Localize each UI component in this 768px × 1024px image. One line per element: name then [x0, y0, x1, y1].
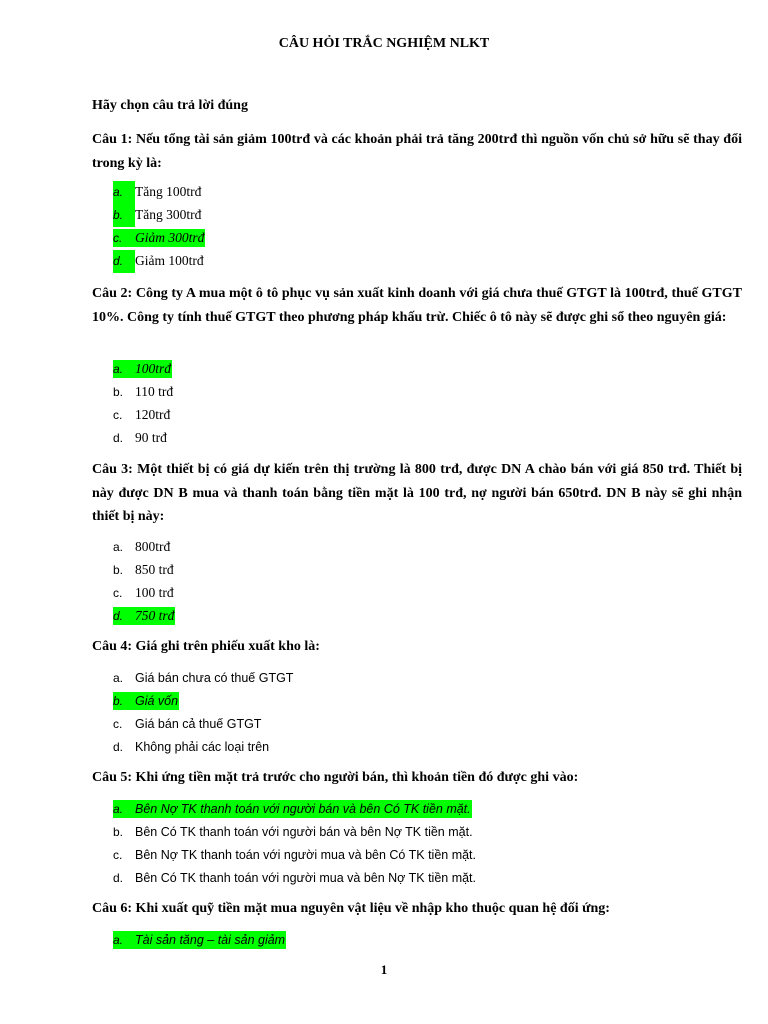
- question-4-options: [113, 666, 293, 758]
- option-text: Không phải các loại trên: [135, 740, 270, 754]
- option-letter: c.: [113, 408, 123, 422]
- highlighted-answer: [113, 800, 472, 818]
- highlighted-answer: [113, 692, 179, 710]
- option-text: Giá bán cả thuế GTGT: [135, 717, 262, 731]
- option-4b: [113, 689, 293, 712]
- option-text: 110 trđ: [135, 384, 174, 399]
- option-letter: b.: [113, 204, 135, 227]
- option-letter: c.: [113, 231, 123, 245]
- option-2a: [113, 357, 173, 380]
- question-5-options: [113, 797, 476, 889]
- question-3-text: Câu 3: Một thiết bị có giá dự kiến trên thị trường là 800 trđ, được DN A chào bán với giá 850 trđ. Thiết bị này được DN B mua và thanh toán bằng tiền mặt là 100 trđ, nợ người bán 650trđ. DN B này sẽ ghi nhận thiết bị này:: [92, 462, 742, 524]
- highlighted-answer: [113, 607, 175, 625]
- option-letter: a.: [113, 181, 135, 204]
- option-5d: [113, 866, 476, 889]
- option-letter: b.: [113, 385, 124, 399]
- question-2-options: [113, 357, 173, 449]
- option-2c: [113, 403, 173, 426]
- option-2b: [113, 380, 173, 403]
- highlighted-answer: [113, 931, 286, 949]
- option-5b: [113, 820, 476, 843]
- option-5c: [113, 843, 476, 866]
- option-text: Tăng 300trđ: [135, 207, 202, 222]
- option-text: Bên Nợ TK thanh toán với người bán và bên Có TK tiền mặt.: [135, 802, 471, 816]
- option-text: Giảm 100trđ: [135, 253, 204, 268]
- option-6a: [113, 928, 286, 951]
- option-3a: [113, 535, 175, 558]
- highlighted-answer: [113, 229, 205, 247]
- option-letter: b.: [113, 825, 124, 839]
- option-letter: d.: [113, 740, 124, 754]
- option-text: 850 trđ: [135, 562, 174, 577]
- option-text: Giá vốn: [135, 694, 179, 708]
- option-letter: c.: [113, 586, 123, 600]
- option-text: 100trđ: [135, 361, 172, 376]
- option-letter: c.: [113, 717, 123, 731]
- option-letter: b.: [113, 563, 124, 577]
- option-letter: a.: [113, 671, 124, 685]
- option-text: Bên Nợ TK thanh toán với người mua và bên Có TK tiền mặt.: [135, 848, 477, 862]
- question-1-options: [113, 180, 205, 272]
- option-letter: a.: [113, 540, 124, 554]
- question-3-options: [113, 535, 175, 627]
- option-letter: a.: [113, 362, 124, 376]
- option-letter: a.: [113, 802, 124, 816]
- option-2d: [113, 426, 173, 449]
- option-3d: [113, 604, 175, 627]
- option-1a: [113, 180, 205, 203]
- option-letter: c.: [113, 848, 123, 862]
- option-letter: d.: [113, 431, 124, 445]
- page-number: 1: [380, 962, 388, 977]
- option-letter: a.: [113, 933, 124, 947]
- option-letter: d.: [113, 871, 124, 885]
- highlighted-answer: [113, 360, 172, 378]
- question-2-text: Câu 2: Công ty A mua một ô tô phục vụ sản xuất kinh doanh với giá chưa thuế GTGT là 100trđ, thuế GTGT 10%. Công ty tính thuế GTGT theo phương pháp khấu trừ. Chiếc ô tô này sẽ được ghi sổ theo nguyên giá:: [92, 286, 742, 325]
- question-5-text: Câu 5: Khi ứng tiền mặt trả trước cho người bán, thì khoản tiền đó được ghi vào:: [92, 770, 579, 785]
- option-text: Giá bán chưa có thuế GTGT: [135, 671, 294, 685]
- option-3b: [113, 558, 175, 581]
- option-4d: [113, 735, 293, 758]
- option-3c: [113, 581, 175, 604]
- option-text: Tài sản tăng – tài sản giảm: [135, 933, 286, 947]
- option-text: 90 trđ: [135, 430, 167, 445]
- document-title: CÂU HỎI TRẮC NGHIỆM NLKT: [278, 36, 490, 51]
- option-text: 750 trđ: [135, 608, 175, 623]
- option-text: Giảm 300trđ: [135, 230, 205, 245]
- question-4-text: Câu 4: Giá ghi trên phiếu xuất kho là:: [92, 639, 320, 654]
- option-text: Tăng 100trđ: [135, 184, 202, 199]
- option-1c: [113, 226, 205, 249]
- option-letter: d.: [113, 609, 124, 623]
- option-text: 120trđ: [135, 407, 171, 422]
- option-text: Bên Có TK thanh toán với người bán và bên Nợ TK tiền mặt.: [135, 825, 473, 839]
- option-text: 800trđ: [135, 539, 171, 554]
- option-1b: [113, 203, 205, 226]
- option-5a: [113, 797, 476, 820]
- option-4c: [113, 712, 293, 735]
- option-1d: [113, 249, 205, 272]
- option-text: 100 trđ: [135, 585, 174, 600]
- option-text: Bên Có TK thanh toán với người mua và bên Nợ TK tiền mặt.: [135, 871, 477, 885]
- option-4a: [113, 666, 293, 689]
- option-letter: b.: [113, 694, 124, 708]
- question-6-options: [113, 928, 286, 951]
- option-letter: d.: [113, 250, 135, 273]
- instruction-text: Hãy chọn câu trả lời đúng: [92, 98, 248, 113]
- question-1-text: Câu 1: Nếu tổng tài sản giảm 100trđ và các khoản phải trả tăng 200trđ thì nguồn vốn chủ sở hữu sẽ thay đổi trong kỳ là:: [92, 132, 742, 171]
- question-6-text: Câu 6: Khi xuất quỹ tiền mặt mua nguyên vật liệu về nhập kho thuộc quan hệ đối ứng:: [92, 901, 610, 916]
